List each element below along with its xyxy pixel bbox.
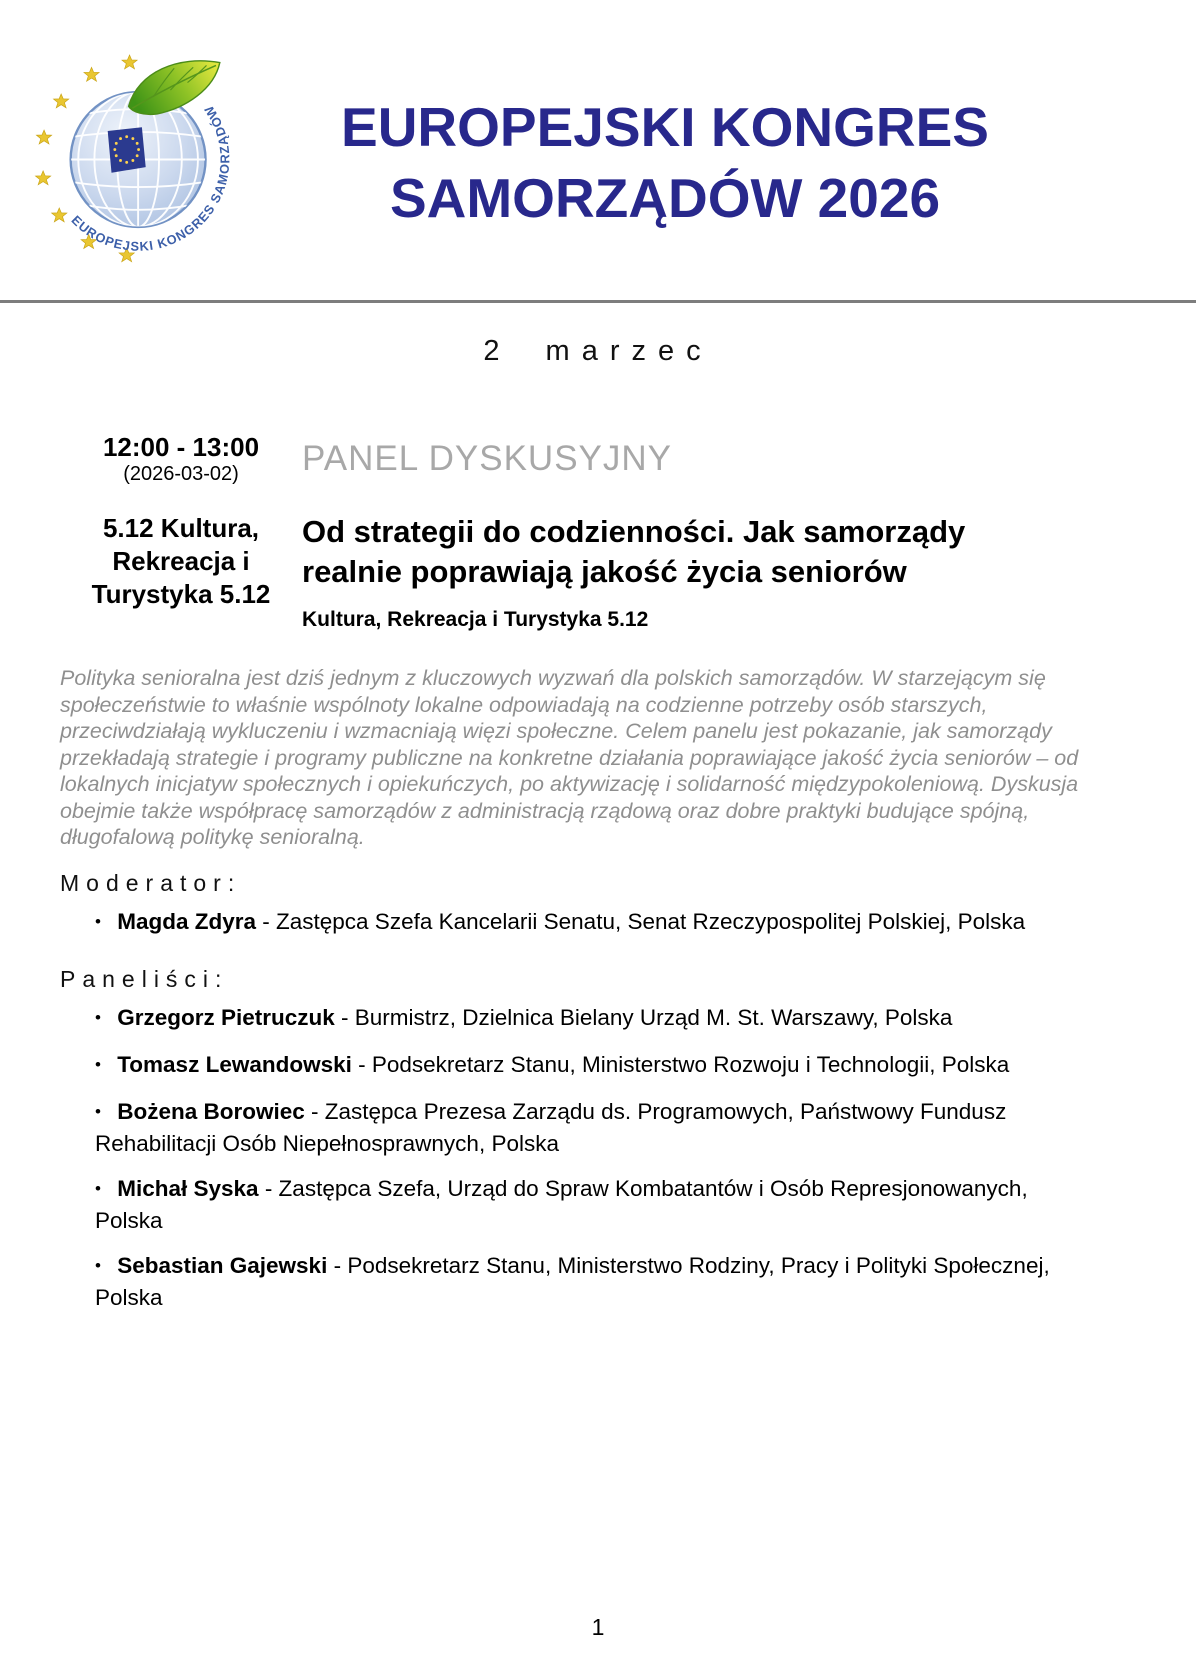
moderator-heading: Moderator: — [60, 869, 242, 896]
session-subtitle: Kultura, Rekreacja i Turystyka 5.12 — [302, 608, 649, 631]
panelist-item — [95, 1097, 1065, 1159]
page-number: 1 — [591, 1614, 605, 1640]
leaf-icon — [129, 61, 220, 115]
person-name: Bożena Borowiec — [117, 1098, 305, 1124]
logo-curved-text: EUROPEJSKI KONGRES SAMORZĄDÓW — [68, 102, 233, 254]
session-type: PANEL DYSKUSYJNY — [302, 439, 672, 478]
moderator-list — [0, 907, 1065, 939]
person-role: - Zastępca Szefa Kancelarii Senatu, Senat Rzeczypospolitej Polskiej, Polska — [262, 908, 1026, 934]
person-name: Sebastian Gajewski — [117, 1252, 328, 1278]
page-header — [0, 0, 1196, 300]
person-name: Magda Zdyra — [117, 908, 256, 934]
congress-logo — [26, 36, 254, 264]
page-title-line1: EUROPEJSKI KONGRES — [341, 96, 989, 158]
person-role: - Podsekretarz Stanu, Ministerstwo Rodziny, Pracy i Polityki Społecznej, Polska — [95, 1252, 1050, 1310]
eu-flag-icon — [108, 127, 146, 173]
person-role: - Burmistrz, Dzielnica Bielany Urząd M. St. Warszawy, Polska — [341, 1004, 953, 1030]
person-role: - Zastępca Prezesa Zarządu ds. Programowych, Państwowy Fundusz Rehabilitacji Osób Niepełnosprawnych, Polska — [95, 1098, 1007, 1156]
person-name: Grzegorz Pietruczuk — [117, 1004, 335, 1030]
session-description: Polityka senioralna jest dziś jednym z kluczowych wyzwań dla polskich samorządów. W starzejącym się społeczeństwie to właśnie wspólnoty lokalne odpowiadają na codzienne potrzeby osób starszych, przeciwdziałają wykluczeniu i wzmacniają więzi społeczne. Celem panelu jest pokazanie, jak samorządy przekładają strategie i programy publiczne na konkretne działania poprawiające jakość życia seniorów – od lokalnych inicjatyw społecznych i opiekuńczych, po aktywizację i solidarność międzypokoleniową. Dyskusja obejmie także współpracę samorządów z administracją rządową oraz dobre praktyki budujące spójną, długofalową politykę senioralną. — [60, 666, 1079, 849]
page-title-line2: SAMORZĄDÓW 2026 — [389, 167, 941, 229]
moderator-item — [95, 907, 1065, 939]
panelists-list — [0, 1003, 1065, 1313]
session-time: 12:00 - 13:00 — [102, 432, 260, 462]
person-role: - Podsekretarz Stanu, Ministerstwo Rozwoju i Technologii, Polska — [358, 1051, 1010, 1077]
header-divider — [0, 300, 1196, 303]
session-track: 5.12 Kultura, Rekreacja i Turystyka 5.12 — [91, 513, 271, 609]
person-name: Tomasz Lewandowski — [117, 1051, 352, 1077]
panelist-item — [95, 1251, 1065, 1313]
panelist-item — [95, 1003, 1065, 1035]
person-role: - Zastępca Szefa, Urząd do Spraw Kombatantów i Osób Represjonowanych, Polska — [95, 1175, 1028, 1233]
session-time-cell — [85, 432, 277, 486]
session-block — [85, 432, 1136, 632]
panelists-heading: Paneliści: — [60, 965, 229, 992]
session-date: (2026-03-02) — [123, 463, 239, 485]
panelist-item — [95, 1050, 1065, 1082]
session-title: Od strategii do codzienności. Jak samorządy realnie poprawiają jakość życia seniorów — [302, 514, 966, 589]
panelist-item — [95, 1174, 1065, 1236]
date-heading: 2 marzec — [483, 335, 713, 367]
person-name: Michał Syska — [117, 1175, 259, 1201]
page-title — [255, 92, 1075, 234]
session-title-cell — [302, 512, 1136, 632]
